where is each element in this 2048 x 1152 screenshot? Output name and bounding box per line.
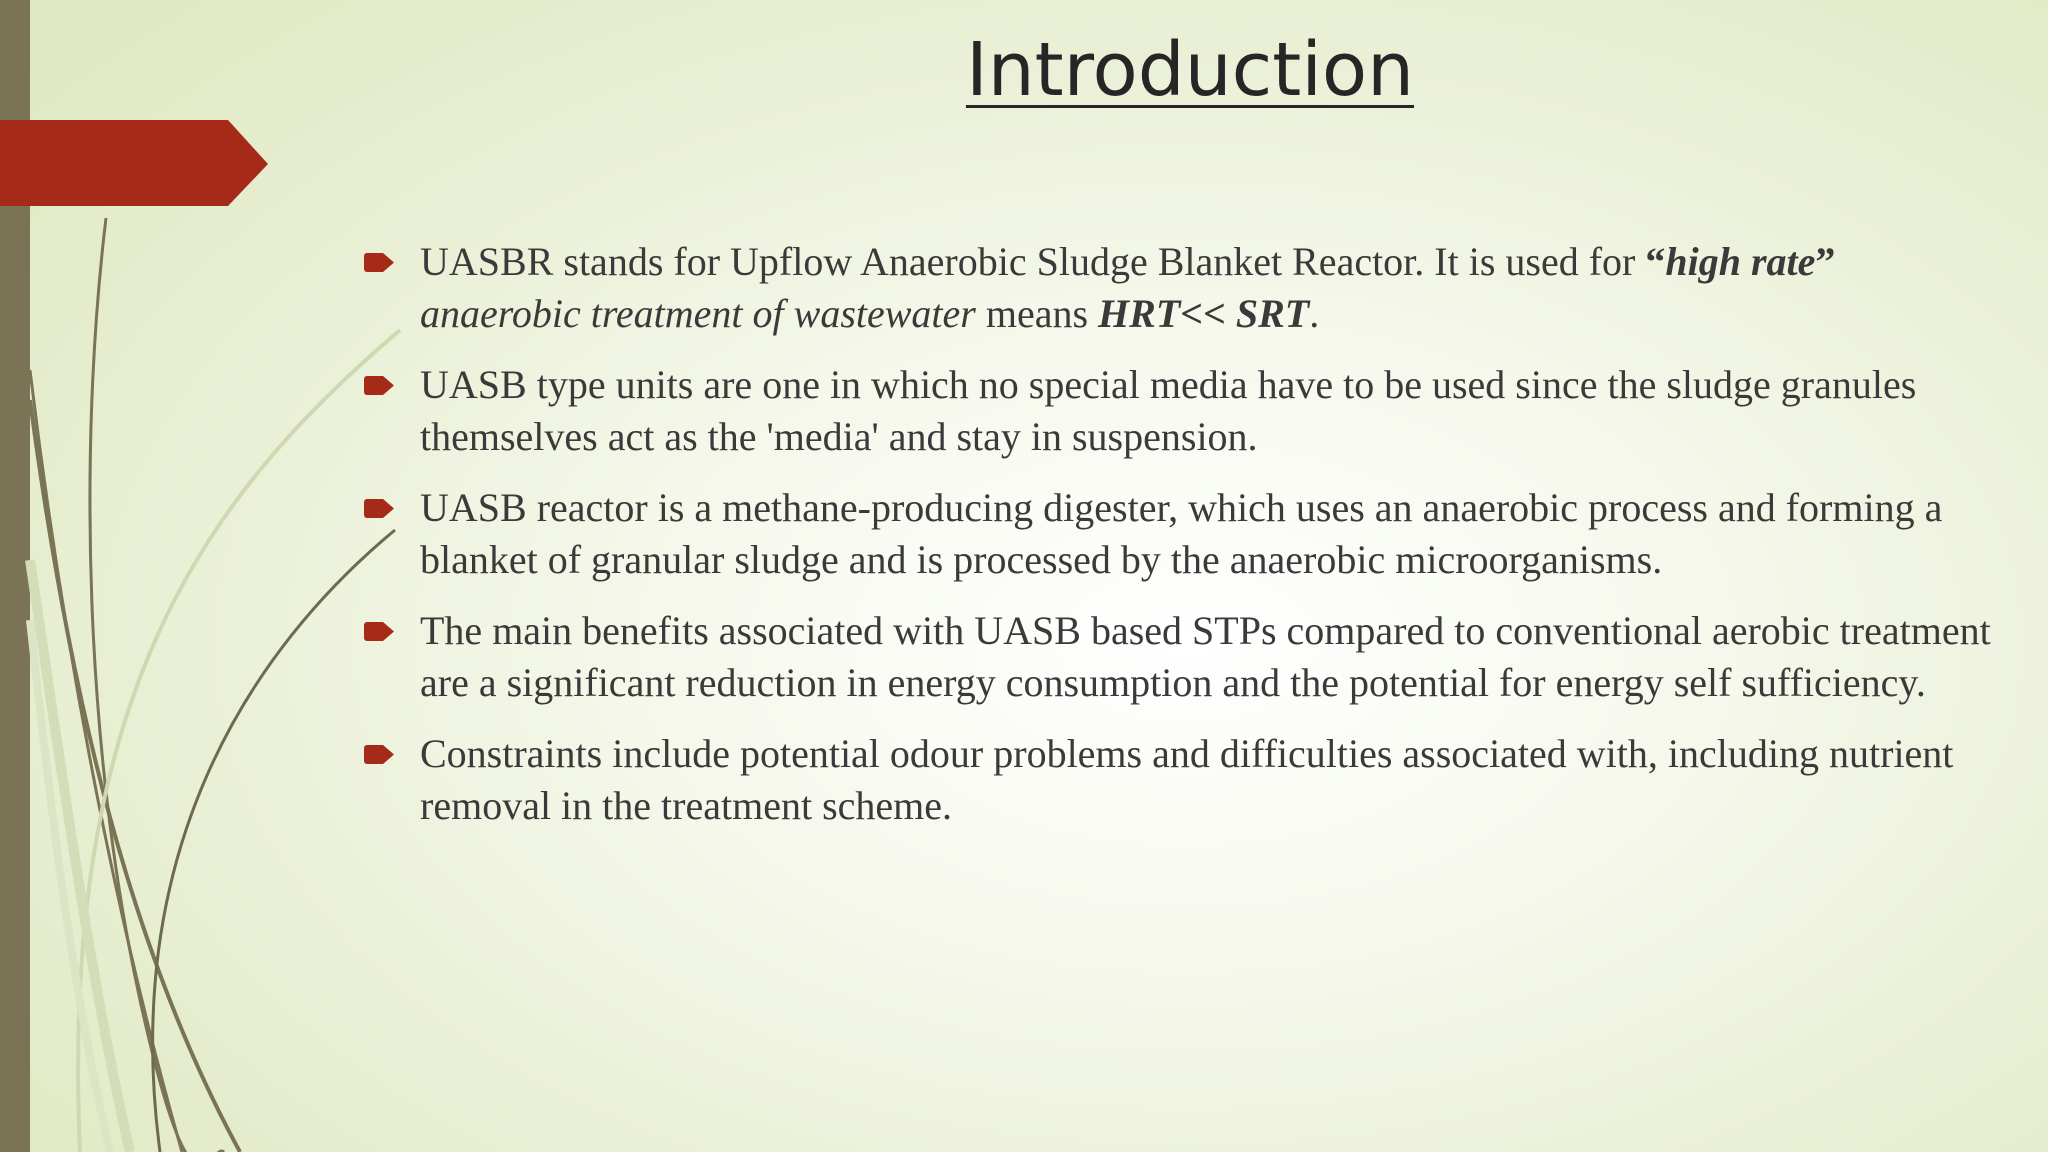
high-rate-emphasis: high rate bbox=[1665, 239, 1816, 284]
open-quote: “ bbox=[1645, 239, 1666, 284]
close-quote: ” bbox=[1815, 239, 1836, 284]
bullet-3-text: UASB reactor is a methane-producing digester, which uses an anaerobic process and forming a blanket of granular sludge and is processed by the anaerobic microorganisms. bbox=[420, 485, 1943, 582]
bullet-item-4 bbox=[360, 605, 2020, 708]
arrow-right-icon bbox=[364, 499, 394, 518]
arrow-right-icon bbox=[364, 253, 394, 272]
bullet-4-text: The main benefits associated with UASB based STPs compared to conventional aerobic treatment are a significant reduction in energy consumption and the potential for energy self sufficiency. bbox=[420, 608, 1991, 705]
arrow-right-icon bbox=[364, 622, 394, 641]
anaerobic-treatment-emphasis: anaerobic treatment of wastewater bbox=[420, 290, 976, 336]
bullet-1-text-a: UASBR stands for Upflow Anaerobic Sludge Blanket Reactor. It is used for bbox=[420, 239, 1646, 284]
slide-title: Introduction bbox=[965, 27, 1415, 113]
bullet-5-text: Constraints include potential odour problems and difficulties associated with, including nutrient removal in the treatment scheme. bbox=[420, 731, 1954, 828]
bullet-item-1 bbox=[360, 236, 2020, 339]
bullet-2-text: UASB type units are one in which no special media have to be used since the sludge granules themselves act as the 'media' and stay in suspension. bbox=[420, 362, 1917, 459]
arrow-right-icon bbox=[364, 376, 394, 395]
bullet-1-period: . bbox=[1309, 290, 1320, 336]
arrow-right-icon bbox=[364, 745, 394, 764]
hrt-srt-emphasis: HRT<< SRT bbox=[1098, 290, 1310, 336]
bullet-item-3 bbox=[360, 482, 2020, 585]
bullet-1-text-means: means bbox=[975, 290, 1099, 336]
bullet-item-5 bbox=[360, 728, 2020, 831]
bullet-list bbox=[360, 236, 2020, 851]
red-banner-arrow bbox=[0, 120, 268, 206]
bullet-item-2 bbox=[360, 359, 2020, 462]
